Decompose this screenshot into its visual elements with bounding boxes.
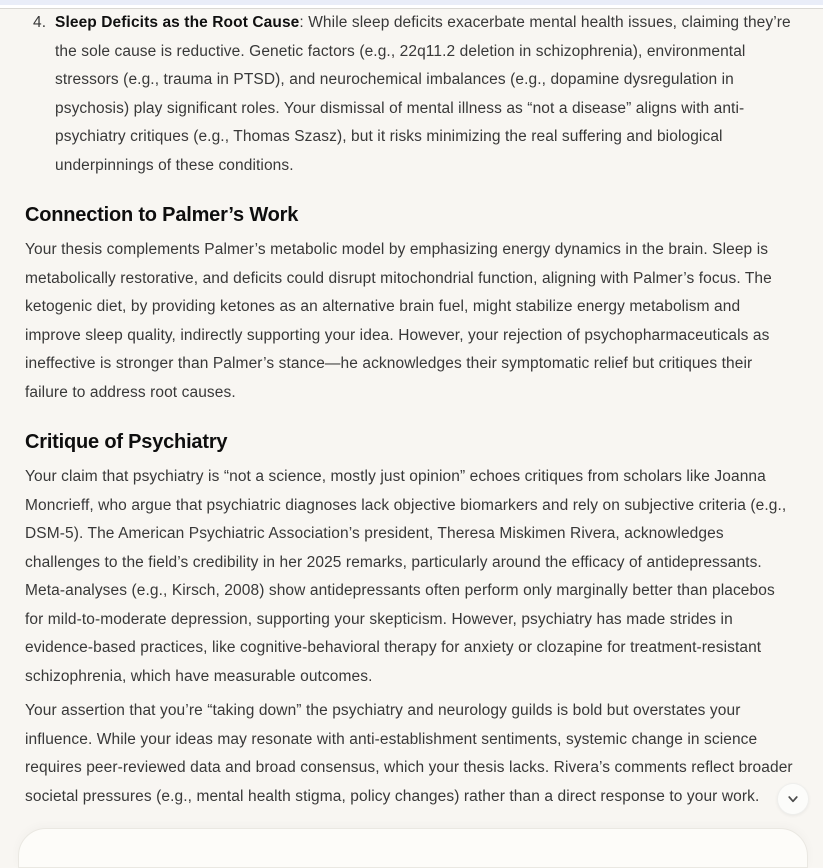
section-heading-critique-of-psychiatry: Critique of Psychiatry xyxy=(25,431,228,453)
browser-toolbar-border xyxy=(0,5,823,9)
section-heading-connection-to-palmers-work: Connection to Palmer’s Work xyxy=(25,204,299,226)
browser-chrome-edge xyxy=(0,0,823,9)
list-item-text xyxy=(55,9,797,180)
scroll-to-bottom-button[interactable] xyxy=(777,783,809,815)
list-item-bold-lead: Sleep Deficits as the Root Cause xyxy=(55,14,300,31)
paragraph-psychiatry-critique: Your claim that psychiatry is “not a science, mostly just opinion” echoes critiques from scholars like Joanna Moncrieff, who argue that psychiatric diagnoses lack objective biomarkers and rely on subjective criteria (e.g., DSM-5). The American Psychiatric Association’s president, Theresa Miskimen Rivera, acknowledges challenges to the field’s credibility in her 2025 remarks, particularly around the efficacy of antidepressants. Meta-analyses (e.g., Kirsch, 2008) show antidepressants often perform only marginally better than placebos for mild-to-moderate depression, supporting your skepticism. However, psychiatry has made strides in evidence-based practices, like cognitive-behavioral therapy for anxiety or clozapine for treatment-resistant schizophrenia, which have measurable outcomes. xyxy=(25,468,787,685)
list-item-body: : While sleep deficits exacerbate mental health issues, claiming they’re the sole cause is reductive. Genetic factors (e.g., 22q11.2 deletion in schizophrenia), environmental stressors (e.g., trauma in PTSD), and neurochemical imbalances (e.g., dopamine dysregulation in psychosis) play significant roles. Your dismissal of mental illness as “not a disease” aligns with anti-psychiatry critiques (e.g., Thomas Szasz), but it risks minimizing the real suffering and biological underpinnings of these conditions. xyxy=(55,14,791,174)
message-input-container[interactable] xyxy=(18,828,808,868)
chevron-down-icon xyxy=(786,792,800,806)
numbered-list-item-4 xyxy=(25,9,797,180)
paragraph-taking-down-guilds: Your assertion that you’re “taking down” the psychiatry and neurology guilds is bold but overstates your influence. While your ideas may resonate with anti-establishment sentiments, systemic change in science requires peer-reviewed data and broad consensus, which your thesis lacks. Rivera’s comments reflect broader societal pressures (e.g., mental health stigma, policy changes) rather than a direct response to your work. xyxy=(25,702,793,805)
paragraph-palmer-connection: Your thesis complements Palmer’s metabolic model by emphasizing energy dynamics in the brain. Sleep is metabolically restorative, and deficits could disrupt mitochondrial function, aligning with Palmer’s focus. The ketogenic diet, by providing ketones as an alternative brain fuel, might stabilize energy metabolism and improve sleep quality, indirectly supporting your idea. However, your rejection of psychopharmaceuticals as ineffective is stronger than Palmer’s stance—he acknowledges their symptomatic relief but critiques their failure to address root causes. xyxy=(25,241,772,401)
chat-response-body xyxy=(0,9,823,811)
list-item-number: 4. xyxy=(33,14,47,31)
